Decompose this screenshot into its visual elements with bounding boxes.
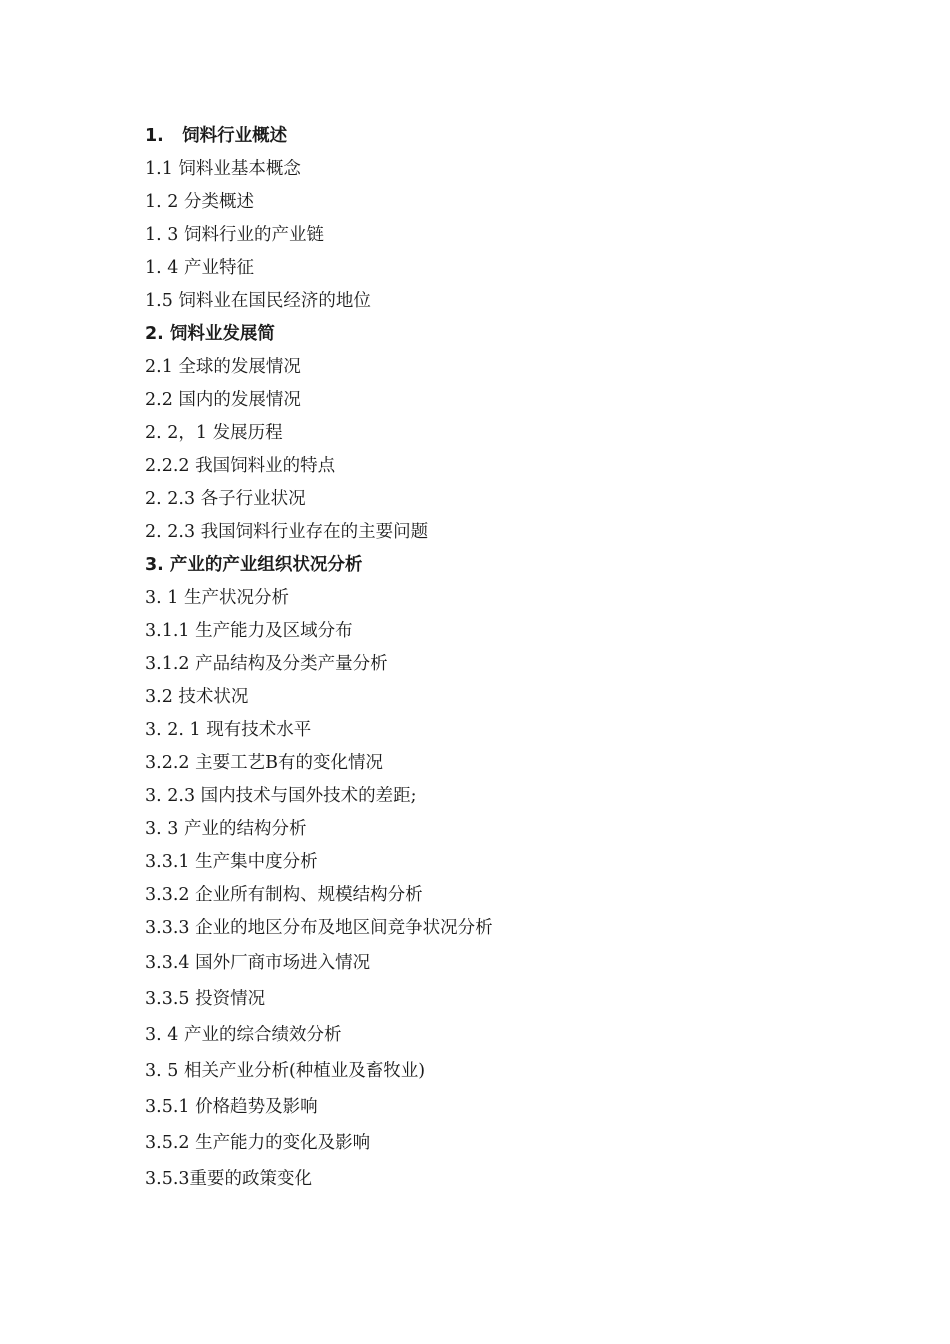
toc-item: 3. 2. 1 现有技术水平	[145, 720, 312, 740]
toc-heading-2: 2. 饲料业发展简	[145, 324, 275, 344]
toc-item: 3.3.1 生产集中度分析	[145, 852, 318, 872]
toc-heading-3: 3. 产业的产业组织状况分析	[145, 555, 363, 575]
toc-item: 2. 2.3 各子行业状况	[145, 489, 306, 509]
toc-item: 2. 2，1 发展历程	[145, 423, 283, 443]
toc-item: 3.5.1 价格趋势及影响	[145, 1097, 318, 1117]
toc-item: 3.3.4 国外厂商市场进入情况	[145, 953, 371, 973]
toc-item: 3. 3 产业的结构分析	[145, 819, 307, 839]
toc-item: 1.1 饲料业基本概念	[145, 159, 301, 179]
toc-item: 2.2 国内的发展情况	[145, 390, 301, 410]
toc-item: 3. 5 相关产业分析(种植业及畜牧业)	[145, 1061, 426, 1081]
toc-item: 3.5.3重要的政策变化	[145, 1169, 313, 1189]
toc-item: 3.2 技术状况	[145, 687, 249, 707]
toc-item: 1. 3 饲料行业的产业链	[145, 225, 324, 245]
toc-item: 3. 2.3 国内技术与国外技术的差距;	[145, 786, 417, 806]
toc-item: 2.2.2 我国饲料业的特点	[145, 456, 336, 476]
toc-item: 3.3.2 企业所有制构、规模结构分析	[145, 885, 423, 905]
toc-item: 3.5.2 生产能力的变化及影响	[145, 1133, 371, 1153]
toc-item: 3.1.1 生产能力及区域分布	[145, 621, 353, 641]
toc-item: 1. 2 分类概述	[145, 192, 254, 212]
toc-item: 1.5 饲料业在国民经济的地位	[145, 291, 371, 311]
table-of-contents	[145, 120, 493, 1197]
toc-heading-1: 1. 饲料行业概述	[145, 126, 288, 146]
toc-item: 1. 4 产业特征	[145, 258, 254, 278]
toc-item: 3.3.3 企业的地区分布及地区间竞争状况分析	[145, 918, 493, 938]
toc-item: 3.2.2 主要工艺B有的变化情况	[145, 753, 383, 773]
toc-item: 3.3.5 投资情况	[145, 989, 266, 1009]
toc-item: 3. 4 产业的综合绩效分析	[145, 1025, 342, 1045]
toc-item: 2.1 全球的发展情况	[145, 357, 301, 377]
toc-item: 2. 2.3 我国饲料行业存在的主要问题	[145, 522, 429, 542]
toc-item: 3. 1 生产状况分析	[145, 588, 289, 608]
toc-item: 3.1.2 产品结构及分类产量分析	[145, 654, 388, 674]
